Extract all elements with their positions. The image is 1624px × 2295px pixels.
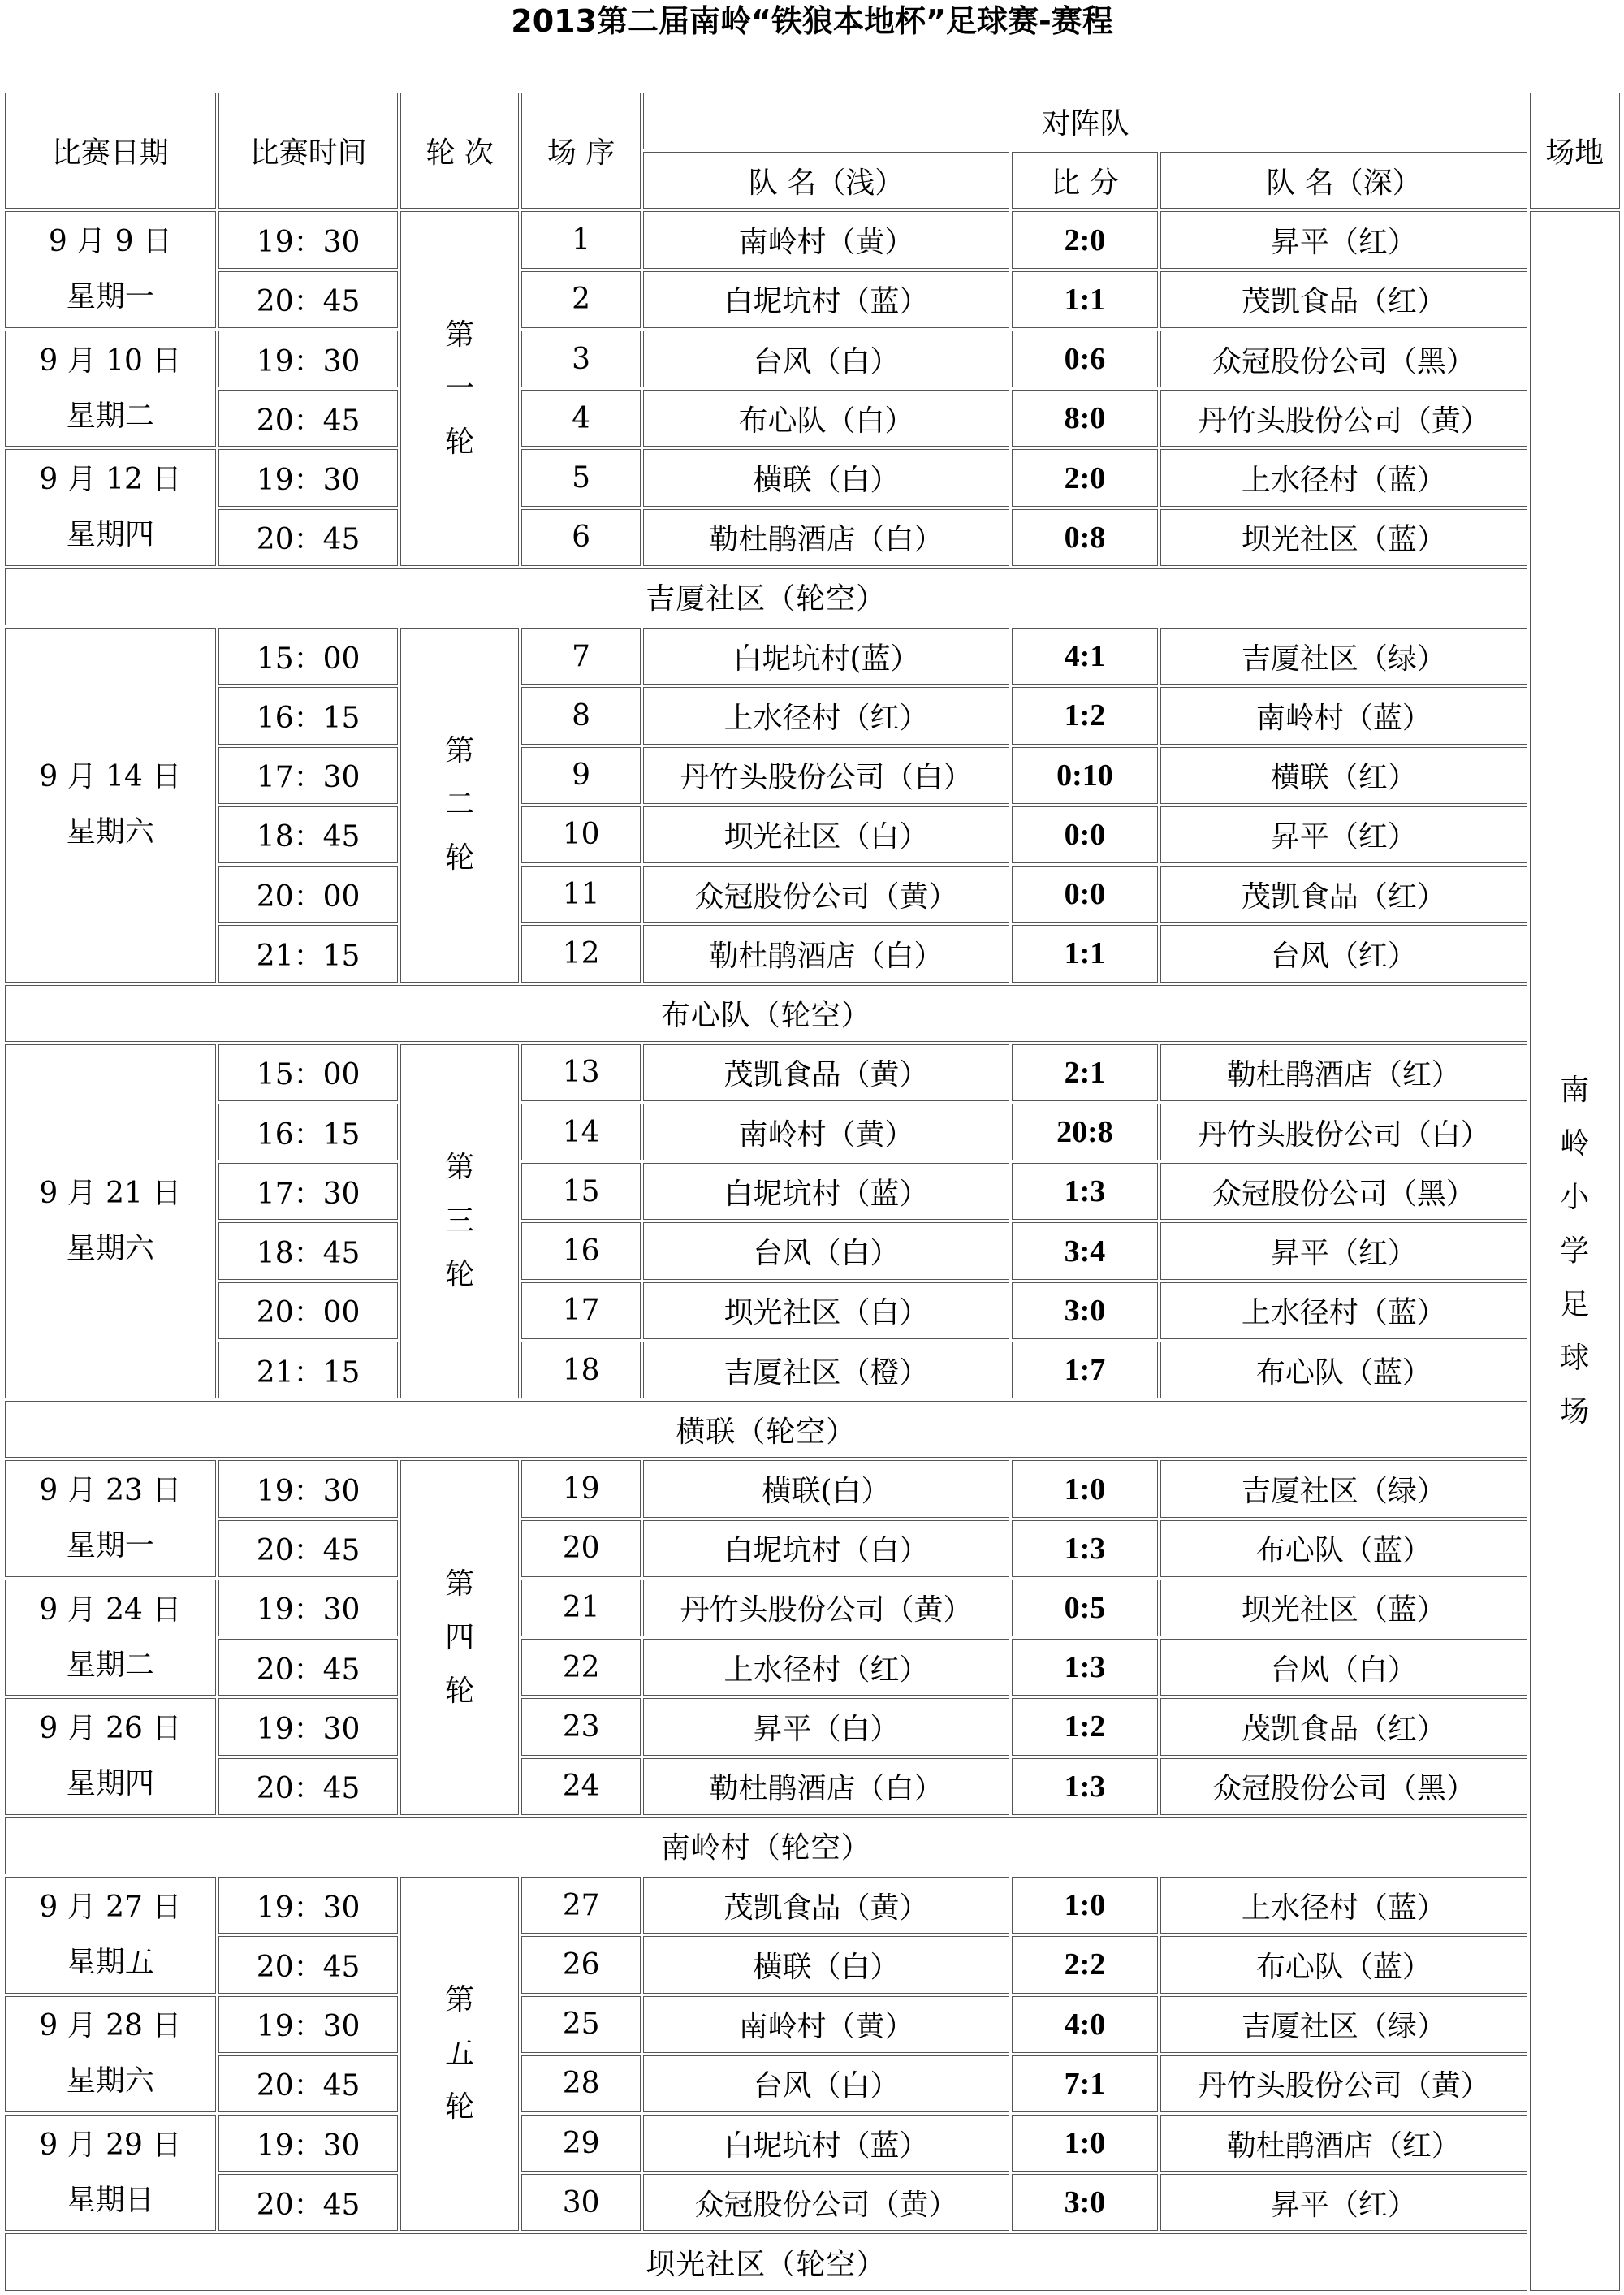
venue-char: 学: [1560, 1234, 1590, 1268]
match-seq: 14: [521, 1104, 641, 1160]
match-score: 1:3: [1012, 1758, 1159, 1815]
match-seq: 10: [521, 806, 641, 863]
date-cell: [5, 331, 216, 447]
match-score: 0:5: [1012, 1580, 1159, 1636]
match-time: 19：30: [218, 1996, 399, 2053]
date-cell: [5, 211, 216, 327]
bye-team: 坝光社区（轮空）: [5, 2233, 1527, 2291]
match-seq: 18: [521, 1342, 641, 1398]
header-round: 轮 次: [400, 93, 518, 209]
match-time: 20：45: [218, 2174, 399, 2231]
header-seq: 场 序: [521, 93, 641, 209]
match-row: [5, 1222, 1620, 1279]
match-row: [5, 390, 1620, 447]
match-seq: 7: [521, 628, 641, 685]
match-seq: 6: [521, 509, 641, 566]
team-light: 南岭村（黄）: [643, 211, 1009, 268]
header-date: 比赛日期: [5, 93, 216, 209]
team-light: 南岭村（黄）: [643, 1104, 1009, 1160]
match-seq: 29: [521, 2115, 641, 2172]
match-row: [5, 449, 1620, 506]
team-light: 白坭坑村(蓝）: [643, 628, 1009, 685]
match-time: 19：30: [218, 449, 399, 506]
team-light: 昇平（白）: [643, 1698, 1009, 1755]
match-time: 21：15: [218, 925, 399, 982]
match-time: 20：45: [218, 1936, 399, 1993]
match-row: [5, 211, 1620, 268]
team-light: 坝光社区（白）: [643, 1282, 1009, 1339]
match-time: 20：45: [218, 2055, 399, 2112]
match-score: 2:2: [1012, 1936, 1159, 1993]
team-dark: 上水径村（蓝）: [1160, 1282, 1527, 1339]
match-row: [5, 271, 1620, 328]
team-dark: 丹竹头股份公司（白）: [1160, 1104, 1527, 1160]
team-dark: 布心队（蓝）: [1160, 1342, 1527, 1398]
match-time: 19：30: [218, 211, 399, 268]
match-seq: 8: [521, 687, 641, 744]
round-label-char: 第: [445, 1983, 475, 2017]
team-dark: 吉厦社区（绿）: [1160, 1460, 1527, 1517]
match-time: 17：30: [218, 1163, 399, 1220]
team-dark: 众冠股份公司（黑）: [1160, 331, 1527, 387]
match-date: 9 月 24 日: [39, 1593, 182, 1627]
match-weekday: 星期一: [66, 1529, 154, 1563]
team-dark: 茂凯食品（红）: [1160, 866, 1527, 923]
match-weekday: 星期六: [66, 1231, 154, 1265]
match-time: 16：15: [218, 1104, 399, 1160]
match-time: 18：45: [218, 806, 399, 863]
team-dark: 昇平（红）: [1160, 806, 1527, 863]
team-dark: 布心队（蓝）: [1160, 1520, 1527, 1577]
header-time: 比赛时间: [218, 93, 399, 209]
match-row: [5, 628, 1620, 685]
match-date: 9 月 9 日: [48, 225, 172, 259]
round-label-char: 一: [445, 371, 475, 405]
team-light: 丹竹头股份公司（白）: [643, 747, 1009, 804]
match-seq: 20: [521, 1520, 641, 1577]
match-seq: 1: [521, 211, 641, 268]
team-light: 台风（白）: [643, 2055, 1009, 2112]
match-score: 4:1: [1012, 628, 1159, 685]
match-row: [5, 1044, 1620, 1101]
match-row: [5, 1996, 1620, 2053]
round-label-char: 第: [445, 318, 475, 352]
header-row: [5, 93, 1620, 149]
match-weekday: 星期四: [66, 1767, 154, 1801]
team-dark: 丹竹头股份公司（黄）: [1160, 2055, 1527, 2112]
team-dark: 勒杜鹃酒店（红）: [1160, 2115, 1527, 2172]
team-light: 上水径村（红）: [643, 1639, 1009, 1696]
match-seq: 17: [521, 1282, 641, 1339]
team-light: 白坭坑村（蓝）: [643, 1163, 1009, 1220]
match-score: 1:1: [1012, 925, 1159, 982]
venue-char: 场: [1560, 1394, 1590, 1428]
team-light: 白坭坑村（蓝）: [643, 271, 1009, 328]
team-dark: 南岭村（蓝）: [1160, 687, 1527, 744]
match-score: 4:0: [1012, 1996, 1159, 2053]
match-time: 20：45: [218, 271, 399, 328]
match-time: 20：00: [218, 1282, 399, 1339]
match-date: 9 月 12 日: [39, 463, 182, 497]
round-label-char: 轮: [445, 841, 475, 875]
team-dark: 茂凯食品（红）: [1160, 271, 1527, 328]
match-time: 15：00: [218, 1044, 399, 1101]
match-date: 9 月 21 日: [39, 1176, 182, 1210]
round-label-char: 第: [445, 734, 475, 768]
team-light: 台风（白）: [643, 331, 1009, 387]
match-score: 0:0: [1012, 866, 1159, 923]
date-cell: [5, 1698, 216, 1814]
venue-char: 岭: [1560, 1126, 1590, 1160]
bye-row: [5, 568, 1620, 625]
match-seq: 21: [521, 1580, 641, 1636]
match-time: 19：30: [218, 2115, 399, 2172]
team-light: 白坭坑村（白）: [643, 1520, 1009, 1577]
team-dark: 昇平（红）: [1160, 1222, 1527, 1279]
match-row: [5, 1698, 1620, 1755]
match-row: [5, 2115, 1620, 2172]
match-row: [5, 687, 1620, 744]
match-score: 2:0: [1012, 449, 1159, 506]
team-dark: 吉厦社区（绿）: [1160, 628, 1527, 685]
team-light: 众冠股份公司（黄）: [643, 866, 1009, 923]
match-date: 9 月 27 日: [39, 1890, 182, 1924]
team-dark: 吉厦社区（绿）: [1160, 1996, 1527, 2053]
team-light: 台风（白）: [643, 1222, 1009, 1279]
bye-row: [5, 1817, 1620, 1874]
match-score: 1:1: [1012, 271, 1159, 328]
match-date: 9 月 23 日: [39, 1474, 182, 1508]
match-weekday: 星期一: [66, 280, 154, 314]
round-label-char: 四: [445, 1620, 475, 1654]
match-date: 9 月 10 日: [39, 344, 182, 378]
match-row: [5, 1104, 1620, 1160]
team-dark: 上水径村（蓝）: [1160, 1877, 1527, 1934]
team-light: 横联（白）: [643, 1936, 1009, 1993]
match-weekday: 星期二: [66, 399, 154, 433]
team-dark: 坝光社区（蓝）: [1160, 509, 1527, 566]
round-cell: [400, 628, 518, 982]
header-venue: 场地: [1530, 93, 1620, 209]
round-label-char: 三: [445, 1204, 475, 1238]
match-score: 0:0: [1012, 806, 1159, 863]
match-date: 9 月 26 日: [39, 1712, 182, 1746]
match-time: 19：30: [218, 1698, 399, 1755]
match-seq: 11: [521, 866, 641, 923]
match-weekday: 星期日: [66, 2183, 154, 2217]
match-score: 1:0: [1012, 1460, 1159, 1517]
match-seq: 22: [521, 1639, 641, 1696]
team-light: 茂凯食品（黄）: [643, 1877, 1009, 1934]
match-seq: 16: [521, 1222, 641, 1279]
team-light: 吉厦社区（橙）: [643, 1342, 1009, 1398]
match-time: 20：45: [218, 390, 399, 447]
date-cell: [5, 628, 216, 982]
team-light: 丹竹头股份公司（黄）: [643, 1580, 1009, 1636]
match-time: 20：00: [218, 866, 399, 923]
match-time: 20：45: [218, 1520, 399, 1577]
match-time: 20：45: [218, 1758, 399, 1815]
match-row: [5, 747, 1620, 804]
round-label-char: 第: [445, 1150, 475, 1184]
round-label-char: 轮: [445, 425, 475, 459]
team-dark: 茂凯食品（红）: [1160, 1698, 1527, 1755]
team-dark: 上水径村（蓝）: [1160, 449, 1527, 506]
header-team-light: 队 名（浅）: [643, 152, 1009, 209]
team-dark: 台风（红）: [1160, 925, 1527, 982]
round-label-char: 五: [445, 2037, 475, 2071]
header-team-dark: 队 名（深）: [1160, 152, 1527, 209]
match-row: [5, 1520, 1620, 1577]
team-light: 坝光社区（白）: [643, 806, 1009, 863]
bye-row: [5, 1401, 1620, 1458]
team-light: 南岭村（黄）: [643, 1996, 1009, 2053]
team-dark: 台风（白）: [1160, 1639, 1527, 1696]
match-seq: 23: [521, 1698, 641, 1755]
match-time: 19：30: [218, 331, 399, 387]
match-row: [5, 1163, 1620, 1220]
match-time: 18：45: [218, 1222, 399, 1279]
match-row: [5, 2055, 1620, 2112]
match-score: 1:3: [1012, 1163, 1159, 1220]
match-weekday: 星期二: [66, 1648, 154, 1682]
match-score: 0:8: [1012, 509, 1159, 566]
match-score: 1:3: [1012, 1639, 1159, 1696]
match-weekday: 星期五: [66, 1945, 154, 1979]
team-dark: 昇平（红）: [1160, 211, 1527, 268]
team-dark: 坝光社区（蓝）: [1160, 1580, 1527, 1636]
match-seq: 12: [521, 925, 641, 982]
team-light: 众冠股份公司（黄）: [643, 2174, 1009, 2231]
venue-char: 球: [1560, 1341, 1590, 1375]
match-score: 2:1: [1012, 1044, 1159, 1101]
match-seq: 3: [521, 331, 641, 387]
team-light: 勒杜鹃酒店（白）: [643, 1758, 1009, 1815]
match-row: [5, 2174, 1620, 2231]
date-cell: [5, 1996, 216, 2112]
page-title: 2013第二届南岭“铁狼本地杯”足球赛-赛程: [511, 3, 1113, 39]
match-seq: 2: [521, 271, 641, 328]
team-light: 白坭坑村（蓝）: [643, 2115, 1009, 2172]
match-time: 20：45: [218, 1639, 399, 1696]
venue-char: 南: [1560, 1073, 1590, 1107]
match-score: 1:2: [1012, 687, 1159, 744]
match-time: 16：15: [218, 687, 399, 744]
match-score: 1:0: [1012, 1877, 1159, 1934]
match-seq: 26: [521, 1936, 641, 1993]
match-row: [5, 1639, 1620, 1696]
date-cell: [5, 449, 216, 565]
venue-cell: [1530, 211, 1620, 2291]
match-score: 20:8: [1012, 1104, 1159, 1160]
match-score: 8:0: [1012, 390, 1159, 447]
bye-team: 南岭村（轮空）: [5, 1817, 1527, 1874]
match-row: [5, 1758, 1620, 1815]
bye-row: [5, 985, 1620, 1042]
round-cell: [400, 1460, 518, 1814]
team-dark: 众冠股份公司（黑）: [1160, 1163, 1527, 1220]
venue-char: 足: [1560, 1287, 1590, 1321]
match-seq: 5: [521, 449, 641, 506]
match-seq: 19: [521, 1460, 641, 1517]
date-cell: [5, 1044, 216, 1398]
team-light: 横联（白）: [643, 449, 1009, 506]
match-row: [5, 331, 1620, 387]
match-score: 1:3: [1012, 1520, 1159, 1577]
match-row: [5, 925, 1620, 982]
match-seq: 24: [521, 1758, 641, 1815]
match-score: 3:0: [1012, 2174, 1159, 2231]
bye-team: 吉厦社区（轮空）: [5, 568, 1527, 625]
match-seq: 25: [521, 1996, 641, 2053]
match-score: 1:7: [1012, 1342, 1159, 1398]
team-light: 布心队（白）: [643, 390, 1009, 447]
match-seq: 4: [521, 390, 641, 447]
team-light: 横联(白）: [643, 1460, 1009, 1517]
team-dark: 昇平（红）: [1160, 2174, 1527, 2231]
team-dark: 丹竹头股份公司（黄）: [1160, 390, 1527, 447]
match-score: 7:1: [1012, 2055, 1159, 2112]
match-seq: 27: [521, 1877, 641, 1934]
bye-team: 横联（轮空）: [5, 1401, 1527, 1458]
team-light: 茂凯食品（黄）: [643, 1044, 1009, 1101]
venue-char: 小: [1560, 1180, 1590, 1214]
match-seq: 30: [521, 2174, 641, 2231]
team-dark: 众冠股份公司（黑）: [1160, 1758, 1527, 1815]
match-row: [5, 1936, 1620, 1993]
match-row: [5, 1460, 1620, 1517]
match-score: 0:10: [1012, 747, 1159, 804]
header-score: 比 分: [1012, 152, 1159, 209]
match-time: 20：45: [218, 509, 399, 566]
team-light: 上水径村（红）: [643, 687, 1009, 744]
match-seq: 13: [521, 1044, 641, 1101]
team-light: 勒杜鹃酒店（白）: [643, 925, 1009, 982]
match-date: 9 月 28 日: [39, 2009, 182, 2043]
match-score: 3:4: [1012, 1222, 1159, 1279]
match-score: 1:2: [1012, 1698, 1159, 1755]
match-weekday: 星期四: [66, 518, 154, 552]
header-matchup: 对阵队: [643, 93, 1527, 149]
match-row: [5, 1282, 1620, 1339]
match-row: [5, 1342, 1620, 1398]
match-row: [5, 806, 1620, 863]
match-score: 0:6: [1012, 331, 1159, 387]
round-label-char: 二: [445, 788, 475, 822]
match-time: 19：30: [218, 1460, 399, 1517]
round-label-char: 轮: [445, 1674, 475, 1708]
match-time: 15：00: [218, 628, 399, 685]
match-row: [5, 866, 1620, 923]
bye-team: 布心队（轮空）: [5, 985, 1527, 1042]
date-cell: [5, 1877, 216, 1993]
match-seq: 15: [521, 1163, 641, 1220]
match-date: 9 月 14 日: [39, 760, 182, 794]
bye-row: [5, 2233, 1620, 2291]
match-time: 19：30: [218, 1877, 399, 1934]
match-time: 17：30: [218, 747, 399, 804]
match-weekday: 星期六: [66, 815, 154, 849]
round-cell: [400, 211, 518, 565]
match-time: 21：15: [218, 1342, 399, 1398]
match-date: 9 月 29 日: [39, 2128, 182, 2162]
team-dark: 布心队（蓝）: [1160, 1936, 1527, 1993]
round-cell: [400, 1877, 518, 2231]
round-label-char: 轮: [445, 1257, 475, 1291]
round-label-char: 轮: [445, 2090, 475, 2124]
match-score: 3:0: [1012, 1282, 1159, 1339]
round-label-char: 第: [445, 1567, 475, 1601]
match-score: 1:0: [1012, 2115, 1159, 2172]
match-row: [5, 509, 1620, 566]
date-cell: [5, 2115, 216, 2231]
match-row: [5, 1877, 1620, 1934]
match-row: [5, 1580, 1620, 1636]
match-score: 2:0: [1012, 211, 1159, 268]
date-cell: [5, 1580, 216, 1696]
match-seq: 9: [521, 747, 641, 804]
date-cell: [5, 1460, 216, 1576]
schedule-table: [2, 90, 1622, 2293]
match-weekday: 星期六: [66, 2064, 154, 2098]
match-time: 19：30: [218, 1580, 399, 1636]
team-dark: 横联（红）: [1160, 747, 1527, 804]
round-cell: [400, 1044, 518, 1398]
team-light: 勒杜鹃酒店（白）: [643, 509, 1009, 566]
match-seq: 28: [521, 2055, 641, 2112]
team-dark: 勒杜鹃酒店（红）: [1160, 1044, 1527, 1101]
